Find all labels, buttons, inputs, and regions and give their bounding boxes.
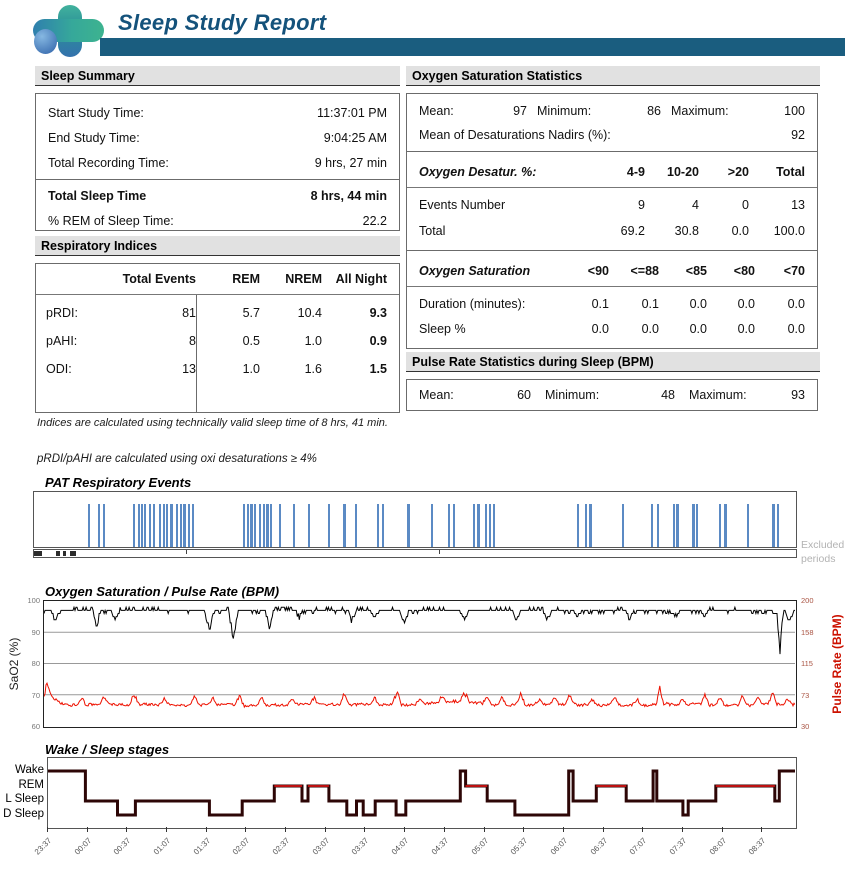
time-tick [563,827,564,832]
table-vertical-divider [196,295,197,412]
respiratory-indices-box [35,263,400,413]
respiratory-event-mark [153,504,155,547]
sao2-tick-label: 80 [31,659,40,668]
respiratory-event-mark [431,504,433,547]
time-tick-label: 02:07 [231,836,252,857]
time-tick-label: 03:07 [310,836,332,857]
row-label: Sleep % [419,321,466,336]
desat-row-events: Events Number 9 4 0 13 [419,198,805,212]
col-10-20: 10-20 [667,165,699,179]
col-lte88: <=88 [630,264,659,278]
pulse-tick-label: 115 [801,659,813,668]
indices-footnote: Indices are calculated using technically valid sleep time of 8 hrs, 41 min. [37,417,388,429]
col-lt90: <90 [587,264,609,278]
row-label: Events Number [419,198,506,212]
respiratory-indices-header: Respiratory Indices [35,236,400,256]
max-value: 100 [784,104,805,118]
row-label: Total [419,224,446,238]
summary-value: 11:37:01 PM [317,105,387,120]
respiratory-event-mark [453,504,455,547]
respiratory-event-mark [176,504,178,547]
min-value: 86 [647,104,661,118]
respiratory-event-mark [485,504,487,547]
summary-value: 8 hrs, 44 min [310,188,387,203]
respiratory-event-mark [183,504,185,547]
pulse-stats-header: Pulse Rate Statistics during Sleep (BPM) [406,352,820,372]
desat-header: Oxygen Desatur. %: [419,165,537,179]
respiratory-event-mark [279,504,281,547]
summary-value: 9:04:25 AM [323,130,387,145]
mean-label: Mean: [419,104,454,118]
col-4-9: 4-9 [626,165,645,179]
respiratory-event-mark [133,504,135,547]
respiratory-event-mark [343,504,345,547]
time-tick-label: 06:07 [548,836,570,857]
summary-row [36,150,399,175]
time-tick-label: 08:07 [707,836,728,857]
oxy-pulse-svg [44,601,795,726]
time-tick [87,827,88,832]
sleep-stage-line [48,771,795,815]
nadirs-row [407,123,817,147]
respiratory-event-mark [259,504,261,547]
col-total-events: Total Events [122,272,196,286]
respiratory-event-mark [622,504,624,547]
respiratory-event-mark [163,504,165,547]
summary-label: Total Sleep Time [48,188,147,203]
summary-row-total-sleep [36,183,399,208]
stage-label-d-sleep: D Sleep [3,807,44,820]
respiratory-event-mark [676,504,678,547]
row-label: ODI: [46,362,72,376]
respiratory-event-mark [138,504,140,547]
oxygen-mean-row [407,99,817,123]
oxy-pulse-title: Oxygen Saturation / Pulse Rate (BPM) [45,584,280,599]
saturation-row-sleep: Sleep % 0.0 0.0 0.0 0.0 0.0 [419,321,805,336]
stage-label-l-sleep: L Sleep [5,793,44,806]
time-tick-label: 06:37 [588,836,609,857]
summary-label: Total Recording Time: [48,155,169,170]
strip-tick [186,550,187,554]
time-tick-label: 04:07 [389,836,411,857]
respiratory-event-mark [477,504,479,547]
sleep-stages-svg [48,758,795,827]
table-head-divider [36,294,399,295]
respiratory-event-mark [293,504,295,547]
respiratory-event-mark [266,504,268,547]
row-label: pRDI: [46,306,78,320]
pulse-tick-label: 200 [801,596,814,605]
table-row-pahi: pAHI: 8 0.5 1.0 0.9 [46,334,387,348]
respiratory-event-mark [308,504,310,547]
mean-value: 97 [513,104,527,118]
sao2-tick-label: 70 [31,690,40,700]
sleep-summary-box [35,93,400,231]
respiratory-event-mark [250,504,252,547]
sao2-trace [44,607,795,654]
respiratory-event-mark [103,504,105,547]
time-tick-label: 08:37 [747,836,768,857]
summary-row [36,208,399,233]
summary-label: Start Study Time: [48,105,144,120]
excluded-period-mark [34,551,42,556]
respiratory-event-mark [188,504,190,547]
mean-label: Mean: [419,387,454,402]
time-tick [47,827,48,832]
time-tick-label: 00:37 [112,836,133,857]
saturation-table-head [407,256,817,286]
stage-label-rem: REM [18,778,44,791]
sleep-summary-header: Sleep Summary [35,66,400,86]
sao2-tick-label: 100 [27,596,40,605]
row-label: pAHI: [46,334,78,348]
respiratory-event-mark [777,504,779,547]
pulse-tick-label: 30 [801,722,810,731]
time-tick-label: 04:37 [429,836,451,857]
col-all-night: All Night [335,272,387,286]
respiratory-event-mark [589,504,591,547]
respiratory-event-mark [247,504,249,547]
excluded-periods-label: Excluded periods [801,539,845,565]
row-label: Duration (minutes): [419,296,526,311]
respiratory-event-mark [166,504,168,547]
mean-value: 60 [517,387,531,402]
table-row-prdi: pRDI: 81 5.7 10.4 9.3 [46,306,387,320]
min-value: 48 [661,387,675,402]
time-tick [206,827,207,832]
nadirs-value: 92 [791,128,805,142]
respiratory-event-mark [489,504,491,547]
summary-label: End Study Time: [48,130,140,145]
respiratory-event-mark [270,504,272,547]
respiratory-event-mark [473,504,475,547]
time-tick [404,827,405,832]
max-value: 93 [791,387,805,402]
time-tick [364,827,365,832]
min-label: Minimum: [545,387,600,402]
stage-label-wake: Wake [15,764,44,776]
prdi-footnote: pRDI/pAHI are calculated using oxi desaturations ≥ 4% [37,453,317,465]
oxy-pulse-chart [43,600,797,728]
respiratory-event-mark [577,504,579,547]
desat-row-total: Total 69.2 30.8 0.0 100.0 [419,224,805,238]
col-rem: REM [232,272,260,286]
respiratory-event-mark [328,504,330,547]
summary-row [36,125,399,150]
summary-value: 9 hrs, 27 min [314,155,387,170]
summary-label: % REM of Sleep Time: [48,213,174,228]
time-tick-label: 07:07 [628,836,649,857]
time-tick [126,827,127,832]
excluded-period-mark [56,551,60,556]
pulse-tick-label: 73 [801,690,810,700]
pulse-axis-label: Pulse Rate (BPM) [830,614,844,714]
time-tick-label: 23:37 [32,836,54,857]
strip-tick [439,550,440,554]
pulse-stats-box [406,379,818,411]
oxygen-mean-section [407,94,817,151]
respiratory-event-mark [192,504,194,547]
time-tick [722,827,723,832]
respiratory-event-mark [407,504,409,547]
respiratory-event-mark [159,504,161,547]
respiratory-event-mark [382,504,384,547]
col-lt70: <70 [783,264,805,278]
time-tick-label: 02:37 [270,836,292,857]
col-gt20: >20 [727,165,749,179]
time-tick [325,827,326,832]
respiratory-event-mark [719,504,721,547]
respiratory-event-mark [243,504,245,547]
time-tick-label: 03:37 [350,836,371,857]
respiratory-event-mark [355,504,357,547]
respiratory-event-mark [772,504,774,547]
pat-events-chart [33,491,797,548]
max-label: Maximum: [689,387,747,402]
saturation-row-duration: Duration (minutes): 0.1 0.1 0.0 0.0 0.0 [419,296,805,311]
time-tick [444,827,445,832]
sleep-stages-title: Wake / Sleep stages [45,742,170,757]
respiratory-event-mark [692,504,694,547]
head-divider [407,286,817,287]
respiratory-event-mark [141,504,143,547]
nadirs-label: Mean of Desaturations Nadirs (%): [419,128,611,142]
time-tick [523,827,524,832]
max-label: Maximum: [671,104,729,118]
saturation-section [407,251,817,348]
sao2-tick-label: 90 [31,627,40,637]
col-lt80: <80 [733,264,755,278]
time-tick-label: 01:07 [151,836,173,857]
time-tick-label: 05:37 [509,836,530,857]
head-divider [407,187,817,188]
summary-row [36,100,399,125]
time-tick-label: 01:37 [191,836,213,857]
respiratory-event-mark [657,504,659,547]
desaturation-section [407,152,817,250]
pulse-tick-label: 158 [801,627,814,637]
sao2-axis-label: SaO2 (%) [7,637,21,691]
respiratory-event-mark [263,504,265,547]
sleep-stages-chart [47,757,797,829]
respiratory-event-mark [180,504,182,547]
respiratory-table-head [36,264,399,294]
col-nrem: NREM [285,272,322,286]
oxygen-stats-header: Oxygen Saturation Statistics [406,66,820,86]
clinic-logo [33,5,105,57]
header-bar [100,38,845,56]
respiratory-event-mark [149,504,151,547]
respiratory-event-mark [696,504,698,547]
saturation-header: Oxygen Saturation [419,264,531,278]
time-tick [245,827,246,832]
time-tick-label: 05:07 [469,836,490,857]
time-tick-label: 00:07 [72,836,94,857]
excluded-period-mark [63,551,66,556]
col-total: Total [776,165,805,179]
time-tick [285,827,286,832]
time-tick [682,827,683,832]
respiratory-event-mark [377,504,379,547]
min-label: Minimum: [537,104,592,118]
excluded-periods-strip [33,549,797,558]
respiratory-event-mark [98,504,100,547]
table-row-odi: ODI: 13 1.0 1.6 1.5 [46,362,387,376]
summary-divider [36,179,399,180]
time-tick [642,827,643,832]
time-axis [32,829,807,884]
logo-circle [34,29,57,54]
col-lt85: <85 [685,264,707,278]
summary-value: 22.2 [362,213,387,228]
respiratory-event-mark [493,504,495,547]
respiratory-event-mark [88,504,90,547]
respiratory-event-mark [651,504,653,547]
respiratory-event-mark [585,504,587,547]
excluded-period-mark [70,551,76,556]
sao2-tick-label: 60 [31,722,40,731]
time-tick [166,827,167,832]
respiratory-event-mark [144,504,146,547]
time-tick [761,827,762,832]
respiratory-event-mark [724,504,726,547]
time-tick-label: 07:37 [667,836,689,857]
respiratory-event-mark [170,504,172,547]
desat-table-head [407,157,817,187]
oxygen-stats-box [406,93,818,349]
pat-events-title: PAT Respiratory Events [45,475,192,490]
respiratory-event-mark [673,504,675,547]
pulse-mean-row [407,380,817,409]
page-title: Sleep Study Report [118,10,327,35]
respiratory-event-mark [448,504,450,547]
respiratory-event-mark [254,504,256,547]
time-tick [603,827,604,832]
time-tick [484,827,485,832]
respiratory-event-mark [747,504,749,547]
